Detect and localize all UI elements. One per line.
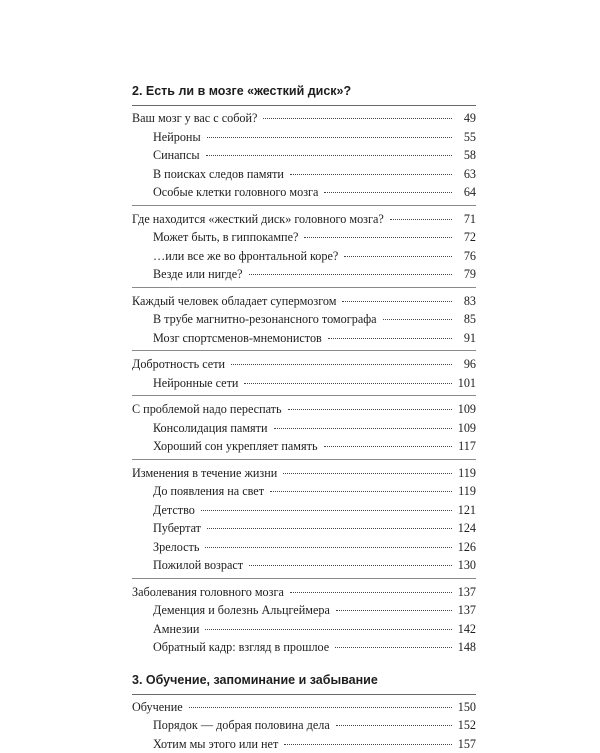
dot-leader: [244, 383, 452, 384]
toc-section-entry[interactable]: [132, 464, 476, 483]
dot-leader: [344, 256, 452, 257]
toc-section-entry[interactable]: [132, 355, 476, 374]
section-divider: [132, 459, 476, 460]
dot-leader: [263, 118, 452, 119]
toc-subsection-entry[interactable]: [132, 716, 476, 735]
entry-title: Может быть, в гиппокампе?: [153, 228, 298, 247]
dot-leader: [249, 565, 452, 566]
dot-leader: [390, 219, 452, 220]
entry-title: Порядок — добрая половина дела: [153, 716, 330, 735]
entry-title: До появления на свет: [153, 482, 264, 501]
entry-title: Нейроны: [153, 128, 201, 147]
toc-section-entry[interactable]: [132, 210, 476, 229]
toc-subsection-entry[interactable]: [132, 247, 476, 266]
entry-title: Заболевания головного мозга: [132, 583, 284, 602]
section-divider: [132, 350, 476, 351]
entry-title: Мозг спортсменов-мнемонистов: [153, 329, 322, 348]
toc-subsection-entry[interactable]: [132, 146, 476, 165]
dot-leader: [335, 647, 452, 648]
entry-title: В трубе магнитно-резонансного томографа: [153, 310, 377, 329]
entry-title: Консолидация памяти: [153, 419, 268, 438]
page-number: 49: [456, 109, 476, 128]
entry-title: Пубертат: [153, 519, 201, 538]
toc-subsection-entry[interactable]: [132, 638, 476, 657]
page-number: 64: [456, 183, 476, 202]
section-divider: [132, 205, 476, 206]
page-number: 137: [456, 583, 476, 602]
page-number: 109: [456, 400, 476, 419]
entry-title: Деменция и болезнь Альцгеймера: [153, 601, 330, 620]
dot-leader: [290, 592, 452, 593]
toc-subsection-entry[interactable]: [132, 165, 476, 184]
page-number: 119: [456, 464, 476, 483]
page-number: 85: [456, 310, 476, 329]
entry-title: Обучение: [132, 698, 183, 717]
dot-leader: [336, 725, 452, 726]
entry-title: Добротность сети: [132, 355, 225, 374]
entry-title: Где находится «жесткий диск» головного мозга?: [132, 210, 384, 229]
dot-leader: [207, 137, 452, 138]
dot-leader: [283, 473, 452, 474]
section-divider: [132, 578, 476, 579]
toc-subsection-entry[interactable]: [132, 265, 476, 284]
dot-leader: [201, 510, 452, 511]
entry-title: Особые клетки головного мозга: [153, 183, 318, 202]
dot-leader: [324, 446, 452, 447]
dot-leader: [328, 338, 452, 339]
page-number: 76: [456, 247, 476, 266]
chapter-heading: 2. Есть ли в мозге «жесткий диск»?: [132, 82, 476, 100]
page-number: 119: [456, 482, 476, 501]
entry-title: Амнезии: [153, 620, 199, 639]
dot-leader: [270, 491, 452, 492]
page-number: 96: [456, 355, 476, 374]
toc-subsection-entry[interactable]: [132, 601, 476, 620]
dot-leader: [205, 547, 452, 548]
page-number: 71: [456, 210, 476, 229]
chapter-divider: [132, 694, 476, 695]
entry-title: Каждый человек обладает супермозгом: [132, 292, 336, 311]
toc-section-entry[interactable]: [132, 292, 476, 311]
page-number: 72: [456, 228, 476, 247]
toc-subsection-entry[interactable]: [132, 374, 476, 393]
entry-title: Пожилой возраст: [153, 556, 243, 575]
entry-title: В поисках следов памяти: [153, 165, 284, 184]
toc-subsection-entry[interactable]: [132, 228, 476, 247]
page-number: 121: [456, 501, 476, 520]
chapter-divider: [132, 105, 476, 106]
toc-body: [132, 82, 476, 753]
page-number: 117: [456, 437, 476, 456]
dot-leader: [342, 301, 452, 302]
toc-subsection-entry[interactable]: [132, 128, 476, 147]
entry-title: Везде или нигде?: [153, 265, 243, 284]
page-number: 58: [456, 146, 476, 165]
toc-section-entry[interactable]: [132, 698, 476, 717]
page-number: 109: [456, 419, 476, 438]
dot-leader: [383, 319, 452, 320]
entry-title: Детство: [153, 501, 195, 520]
page-number: 150: [456, 698, 476, 717]
toc-subsection-entry[interactable]: [132, 437, 476, 456]
dot-leader: [324, 192, 452, 193]
page-number: 157: [456, 735, 476, 753]
dot-leader: [207, 528, 452, 529]
entry-title: Ваш мозг у вас с собой?: [132, 109, 257, 128]
dot-leader: [205, 629, 452, 630]
toc-subsection-entry[interactable]: [132, 501, 476, 520]
toc-subsection-entry[interactable]: [132, 735, 476, 753]
chapter-spacer: [132, 657, 476, 671]
toc-subsection-entry[interactable]: [132, 620, 476, 639]
page-number: 152: [456, 716, 476, 735]
dot-leader: [284, 744, 452, 745]
page-number: 83: [456, 292, 476, 311]
page-number: 55: [456, 128, 476, 147]
toc-subsection-entry[interactable]: [132, 556, 476, 575]
page-number: 79: [456, 265, 476, 284]
toc-section-entry[interactable]: [132, 583, 476, 602]
chapter-heading: 3. Обучение, запоминание и забывание: [132, 671, 476, 689]
page-number: 148: [456, 638, 476, 657]
page-number: 63: [456, 165, 476, 184]
dot-leader: [231, 364, 452, 365]
page-number: 124: [456, 519, 476, 538]
dot-leader: [189, 707, 452, 708]
page-number: 130: [456, 556, 476, 575]
toc-subsection-entry[interactable]: [132, 538, 476, 557]
dot-leader: [274, 428, 453, 429]
section-divider: [132, 287, 476, 288]
dot-leader: [304, 237, 452, 238]
toc-subsection-entry[interactable]: [132, 482, 476, 501]
dot-leader: [290, 174, 452, 175]
entry-title: …или все же во фронтальной коре?: [153, 247, 338, 266]
entry-title: Зрелость: [153, 538, 199, 557]
page-number: 101: [456, 374, 476, 393]
toc-subsection-entry[interactable]: [132, 419, 476, 438]
toc-subsection-entry[interactable]: [132, 329, 476, 348]
table-of-contents: [132, 82, 476, 753]
toc-section-entry[interactable]: [132, 400, 476, 419]
entry-title: Изменения в течение жизни: [132, 464, 277, 483]
section-divider: [132, 395, 476, 396]
page-number: 91: [456, 329, 476, 348]
entry-title: Синапсы: [153, 146, 200, 165]
entry-title: Нейронные сети: [153, 374, 238, 393]
dot-leader: [336, 610, 452, 611]
dot-leader: [249, 274, 452, 275]
page-number: 137: [456, 601, 476, 620]
page-number: 126: [456, 538, 476, 557]
dot-leader: [206, 155, 452, 156]
entry-title: Хороший сон укрепляет память: [153, 437, 318, 456]
toc-subsection-entry[interactable]: [132, 310, 476, 329]
toc-subsection-entry[interactable]: [132, 519, 476, 538]
toc-section-entry[interactable]: [132, 109, 476, 128]
entry-title: С проблемой надо переспать: [132, 400, 282, 419]
page-number: 142: [456, 620, 476, 639]
dot-leader: [288, 409, 452, 410]
entry-title: Хотим мы этого или нет: [153, 735, 278, 753]
entry-title: Обратный кадр: взгляд в прошлое: [153, 638, 329, 657]
toc-subsection-entry[interactable]: [132, 183, 476, 202]
